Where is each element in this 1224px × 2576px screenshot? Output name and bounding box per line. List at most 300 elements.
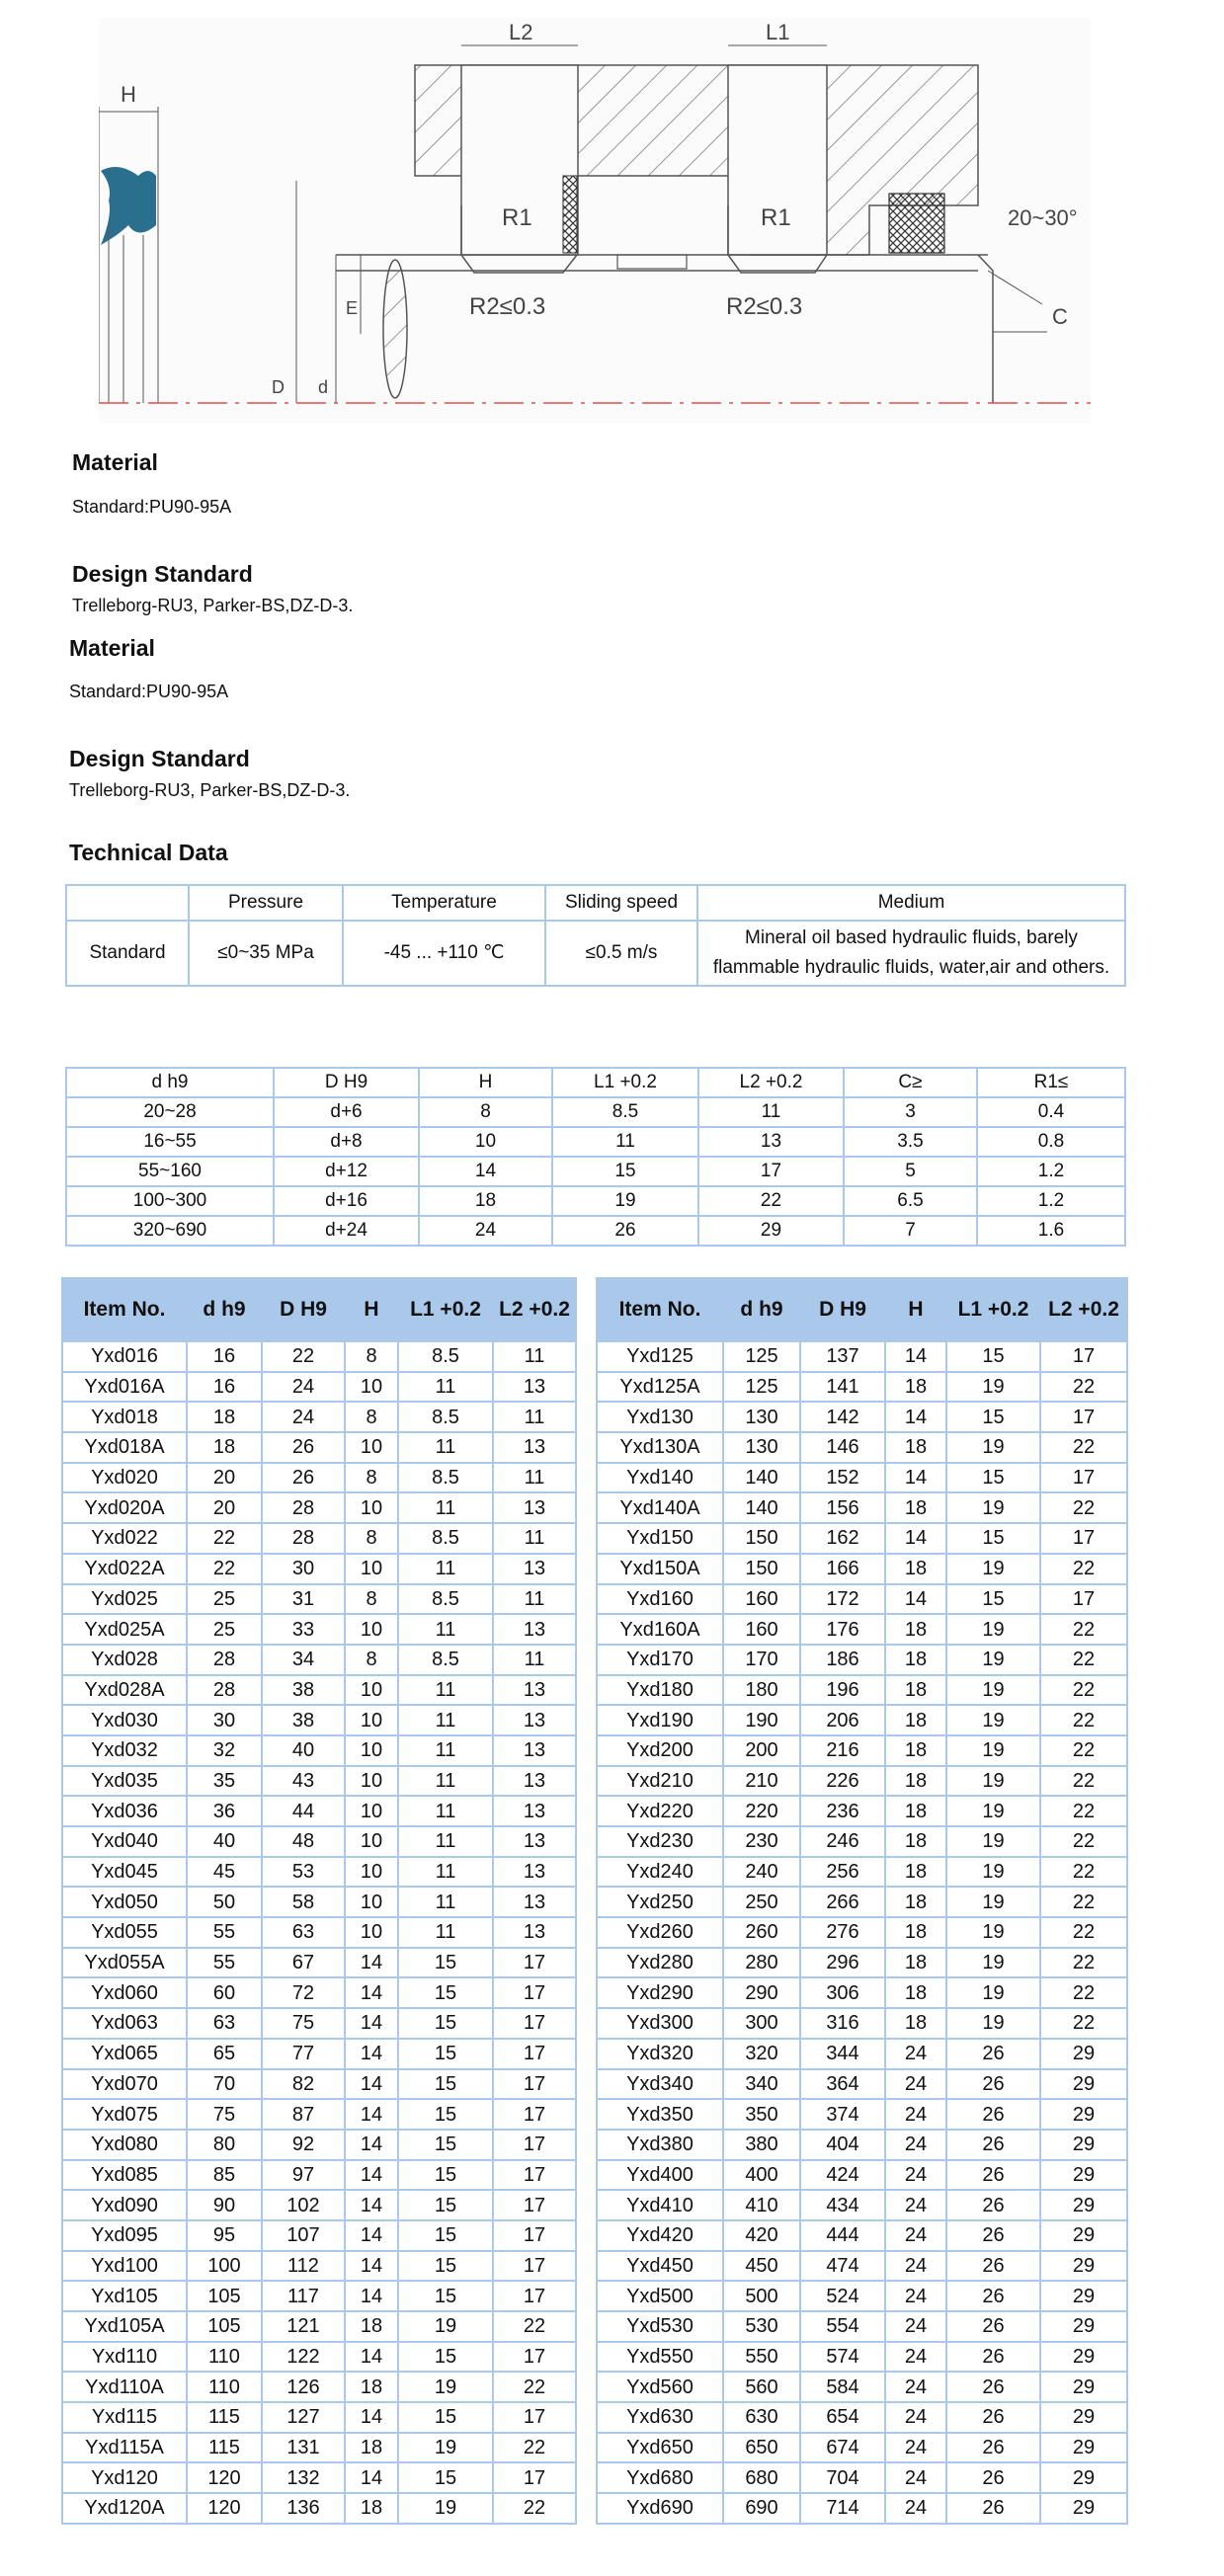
table-cell: 17 <box>698 1157 844 1186</box>
table-cell: 10 <box>345 1432 398 1463</box>
table-cell: Yxd400 <box>597 2160 723 2191</box>
table-cell: 19 <box>398 2372 493 2402</box>
table-cell: 296 <box>800 1948 885 1978</box>
section-heading-design-standard-2: Design Standard <box>69 746 250 771</box>
section-heading-material-2: Material <box>69 635 155 661</box>
table-cell: 107 <box>262 2220 345 2251</box>
table-cell: 13 <box>493 1826 576 1857</box>
table-cell: Yxd150 <box>597 1523 723 1554</box>
table-cell: 374 <box>800 2099 885 2130</box>
table-cell: Yxd200 <box>597 1735 723 1766</box>
table-cell: 72 <box>262 1977 345 2008</box>
table-row <box>597 1766 1127 1797</box>
table-cell: 63 <box>262 1917 345 1948</box>
table-cell: 162 <box>800 1523 885 1554</box>
table-cell: Yxd140 <box>597 1463 723 1493</box>
table-cell: 55 <box>187 1917 262 1948</box>
table-cell: Yxd025 <box>62 1584 187 1615</box>
table-cell: 17 <box>493 2039 576 2069</box>
table-cell: Yxd032 <box>62 1735 187 1766</box>
table-cell: 18 <box>885 1614 946 1645</box>
table-row <box>66 1186 1125 1216</box>
table-header-cell: Item No. <box>597 1278 723 1341</box>
table-cell: 18 <box>885 1705 946 1735</box>
table-cell: 60 <box>187 1977 262 2008</box>
table-cell: 105 <box>187 2281 262 2311</box>
table-cell: 24 <box>419 1216 552 1246</box>
table-cell: Yxd115A <box>62 2433 187 2463</box>
table-row <box>62 1584 576 1615</box>
table-cell: 11 <box>398 1432 493 1463</box>
table-cell: Yxd016 <box>62 1341 187 1372</box>
label-dd: D <box>272 377 285 397</box>
table-cell: 11 <box>493 1645 576 1675</box>
table-cell: 17 <box>493 2099 576 2130</box>
table-cell: 152 <box>800 1463 885 1493</box>
table-cell: 256 <box>800 1857 885 1888</box>
table-row <box>62 2190 576 2220</box>
table-cell: Yxd030 <box>62 1705 187 1735</box>
table-cell: 290 <box>723 1977 800 2008</box>
table-cell: 13 <box>493 1675 576 1706</box>
table-row <box>62 1977 576 2008</box>
table-cell: 15 <box>398 2069 493 2100</box>
table-row <box>62 2462 576 2493</box>
table-cell: 122 <box>262 2342 345 2373</box>
table-row <box>597 1796 1127 1826</box>
table-cell: 276 <box>800 1917 885 1948</box>
table-cell: 14 <box>345 2462 398 2493</box>
table-cell: 24 <box>885 2099 946 2130</box>
groove-diagram <box>99 18 1091 423</box>
section-heading-technical-data: Technical Data <box>69 840 228 865</box>
table-cell: 11 <box>493 1584 576 1615</box>
table-cell: 15 <box>946 1523 1040 1554</box>
table-cell: 22 <box>1040 1796 1127 1826</box>
table-cell: 11 <box>698 1097 844 1127</box>
table-cell: 18 <box>187 1432 262 1463</box>
table-cell: 22 <box>1040 1826 1127 1857</box>
table-cell: 22 <box>493 2433 576 2463</box>
table-cell: 14 <box>885 1584 946 1615</box>
table-cell: 10 <box>345 1554 398 1584</box>
table-cell: Yxd350 <box>597 2099 723 2130</box>
table-cell: 17 <box>493 1977 576 2008</box>
table-cell: 22 <box>1040 1645 1127 1675</box>
table-cell: 630 <box>723 2402 800 2433</box>
table-row <box>597 1463 1127 1493</box>
table-cell: 8.5 <box>398 1341 493 1372</box>
table-cell: 102 <box>262 2190 345 2220</box>
table-cell: Yxd025A <box>62 1614 187 1645</box>
table-cell: 19 <box>946 1492 1040 1523</box>
table-cell: 26 <box>552 1216 698 1246</box>
table-cell: 22 <box>1040 1857 1127 1888</box>
table-header-cell: H <box>885 1278 946 1341</box>
table-cell: 8.5 <box>398 1523 493 1554</box>
table-header-cell: H <box>419 1068 552 1097</box>
table-row <box>597 1675 1127 1706</box>
table-cell: Mineral oil based hydraulic fluids, barely flammable hydraulic fluids, water,air and others. <box>697 921 1125 986</box>
table-cell: 110 <box>187 2372 262 2402</box>
table-cell: d+8 <box>274 1127 419 1157</box>
table-cell: Yxd105A <box>62 2311 187 2342</box>
table-cell: 17 <box>493 2160 576 2191</box>
table-row <box>66 921 1125 986</box>
table-cell: 176 <box>800 1614 885 1645</box>
table-cell: 17 <box>493 2220 576 2251</box>
table-row <box>62 2130 576 2160</box>
table-row <box>597 1917 1127 1948</box>
table-cell: Yxd035 <box>62 1766 187 1797</box>
table-cell: Yxd420 <box>597 2220 723 2251</box>
table-cell: 680 <box>723 2462 800 2493</box>
table-cell: 10 <box>345 1372 398 1403</box>
table-cell: 131 <box>262 2433 345 2463</box>
table-cell: 22 <box>493 2372 576 2402</box>
table-cell: 19 <box>946 1857 1040 1888</box>
table-cell: 3.5 <box>844 1127 977 1157</box>
table-cell: ≤0~35 MPa <box>189 921 343 986</box>
table-cell: 136 <box>262 2493 345 2524</box>
table-cell: 30 <box>187 1705 262 1735</box>
table-cell: 690 <box>723 2493 800 2524</box>
table-cell: 19 <box>946 1977 1040 2008</box>
table-cell: 26 <box>262 1432 345 1463</box>
table-cell: Yxd550 <box>597 2342 723 2373</box>
table-cell: 13 <box>493 1492 576 1523</box>
table-cell: Yxd110A <box>62 2372 187 2402</box>
table-cell: 18 <box>885 1948 946 1978</box>
table-cell: 120 <box>187 2493 262 2524</box>
table-cell: 22 <box>1040 1766 1127 1797</box>
table-header-cell: d h9 <box>66 1068 274 1097</box>
table-row <box>62 1614 576 1645</box>
table-cell: 18 <box>885 1554 946 1584</box>
table-cell: 172 <box>800 1584 885 1615</box>
table-cell: 26 <box>946 2039 1040 2069</box>
table-row <box>62 2311 576 2342</box>
table-cell: 444 <box>800 2220 885 2251</box>
table-row <box>597 1948 1127 1978</box>
table-cell: 38 <box>262 1675 345 1706</box>
table-cell: 11 <box>493 1341 576 1372</box>
table-cell: 17 <box>493 2190 576 2220</box>
table-cell: 364 <box>800 2069 885 2100</box>
table-cell: Yxd022A <box>62 1554 187 1584</box>
table-cell: 704 <box>800 2462 885 2493</box>
label-l2: L2 <box>509 20 533 44</box>
table-cell: 24 <box>885 2311 946 2342</box>
table-row <box>62 1857 576 1888</box>
table-cell: 26 <box>946 2281 1040 2311</box>
table-cell: 11 <box>398 1372 493 1403</box>
label-d: d <box>318 377 329 397</box>
table-cell: 30 <box>262 1554 345 1584</box>
section-text-material: Standard:PU90-95A <box>72 497 232 517</box>
table-row <box>62 2251 576 2282</box>
table-cell: 28 <box>187 1645 262 1675</box>
table-row <box>62 2402 576 2433</box>
table-cell: 26 <box>946 2372 1040 2402</box>
table-cell: Yxd016A <box>62 1372 187 1403</box>
table-row <box>597 1492 1127 1523</box>
table-row <box>597 2311 1127 2342</box>
table-cell: 19 <box>946 1645 1040 1675</box>
table-cell: 200 <box>723 1735 800 1766</box>
table-cell: 11 <box>493 1463 576 1493</box>
table-cell: 15 <box>946 1402 1040 1432</box>
table-cell: 206 <box>800 1705 885 1735</box>
table-cell: 216 <box>800 1735 885 1766</box>
table-row <box>597 1584 1127 1615</box>
table-cell: 11 <box>398 1492 493 1523</box>
table-cell: 15 <box>398 2402 493 2433</box>
table-cell: Yxd063 <box>62 2008 187 2039</box>
table-cell: 8 <box>345 1523 398 1554</box>
table-row <box>62 1492 576 1523</box>
table-cell: 26 <box>946 2220 1040 2251</box>
table-cell: Yxd040 <box>62 1826 187 1857</box>
table-cell: 1.6 <box>977 1216 1125 1246</box>
table-cell: Yxd500 <box>597 2281 723 2311</box>
table-cell: 13 <box>493 1614 576 1645</box>
table-cell: Yxd075 <box>62 2099 187 2130</box>
table-cell: Yxd380 <box>597 2130 723 2160</box>
table-row <box>597 2220 1127 2251</box>
table-cell: 15 <box>398 2099 493 2130</box>
table-cell: 14 <box>885 1341 946 1372</box>
table-cell: 19 <box>946 1948 1040 1978</box>
table-cell: 17 <box>493 2281 576 2311</box>
table-row <box>62 1766 576 1797</box>
table-row <box>597 2069 1127 2100</box>
table-cell: 33 <box>262 1614 345 1645</box>
table-row <box>597 1554 1127 1584</box>
table-cell: 18 <box>345 2493 398 2524</box>
table-row <box>62 1463 576 1493</box>
table-cell: Yxd125 <box>597 1341 723 1372</box>
table-cell: 230 <box>723 1826 800 1857</box>
table-cell: Yxd160 <box>597 1584 723 1615</box>
table-cell: Yxd100 <box>62 2251 187 2282</box>
table-cell: 236 <box>800 1796 885 1826</box>
table-cell: 8.5 <box>398 1584 493 1615</box>
seal-technical-drawing <box>99 18 1091 423</box>
table-cell: 100~300 <box>66 1186 274 1216</box>
table-cell: Yxd065 <box>62 2039 187 2069</box>
table-header-row <box>66 1068 1125 1097</box>
table-cell: 20 <box>187 1463 262 1493</box>
table-cell: 226 <box>800 1766 885 1797</box>
table-cell: Yxd280 <box>597 1948 723 1978</box>
table-cell: 14 <box>345 2130 398 2160</box>
table-cell: 18 <box>885 1372 946 1403</box>
table-cell: Yxd130A <box>597 1432 723 1463</box>
table-cell: 29 <box>1040 2251 1127 2282</box>
table-cell: 8 <box>345 1402 398 1432</box>
table-cell: 434 <box>800 2190 885 2220</box>
label-h: H <box>121 82 136 107</box>
table-row <box>597 2190 1127 2220</box>
table-row <box>62 2099 576 2130</box>
table-cell: 43 <box>262 1766 345 1797</box>
table-cell: 26 <box>946 2402 1040 2433</box>
table-cell: 24 <box>885 2402 946 2433</box>
table-cell: 29 <box>1040 2039 1127 2069</box>
table-cell: 87 <box>262 2099 345 2130</box>
table-row <box>597 1826 1127 1857</box>
table-row <box>597 1372 1127 1403</box>
table-cell: 29 <box>698 1216 844 1246</box>
table-row <box>597 2281 1127 2311</box>
table-header-cell: Pressure <box>189 885 343 921</box>
table-cell: 18 <box>885 1796 946 1826</box>
table-header-cell: Item No. <box>62 1278 187 1341</box>
table-cell: 126 <box>262 2372 345 2402</box>
table-cell: 156 <box>800 1492 885 1523</box>
table-cell: 18 <box>345 2372 398 2402</box>
table-cell: Yxd530 <box>597 2311 723 2342</box>
table-cell: 13 <box>493 1917 576 1948</box>
table-cell: 25 <box>187 1584 262 1615</box>
table-cell: Yxd090 <box>62 2190 187 2220</box>
table-cell: 17 <box>493 2008 576 2039</box>
table-row <box>597 1977 1127 2008</box>
table-row <box>597 2402 1127 2433</box>
table-cell: 17 <box>493 2342 576 2373</box>
table-header-row <box>66 885 1125 921</box>
table-cell: d+16 <box>274 1186 419 1216</box>
table-cell: 306 <box>800 1977 885 2008</box>
table-cell: 11 <box>493 1402 576 1432</box>
table-header-cell: d h9 <box>723 1278 800 1341</box>
table-cell: 180 <box>723 1675 800 1706</box>
table-cell: Yxd130 <box>597 1402 723 1432</box>
table-cell: Yxd160A <box>597 1614 723 1645</box>
table-cell: Yxd105 <box>62 2281 187 2311</box>
table-cell: 19 <box>946 1614 1040 1645</box>
table-cell: 420 <box>723 2220 800 2251</box>
table-cell: 14 <box>885 1402 946 1432</box>
table-cell: 17 <box>493 2251 576 2282</box>
table-cell: 140 <box>723 1492 800 1523</box>
table-cell: 19 <box>946 1917 1040 1948</box>
table-cell: 5 <box>844 1157 977 1186</box>
table-cell: 26 <box>946 2493 1040 2524</box>
table-cell: 10 <box>345 1826 398 1857</box>
table-cell: 22 <box>262 1341 345 1372</box>
table-cell: 3 <box>844 1097 977 1127</box>
table-row <box>597 1645 1127 1675</box>
table-cell: Yxd036 <box>62 1796 187 1826</box>
table-cell: Yxd150A <box>597 1554 723 1584</box>
table-cell: 14 <box>345 2190 398 2220</box>
table-cell: 0.4 <box>977 1097 1125 1127</box>
table-cell: 11 <box>493 1523 576 1554</box>
table-cell: 34 <box>262 1645 345 1675</box>
table-cell: 160 <box>723 1584 800 1615</box>
table-header-cell: L2 +0.2 <box>1040 1278 1127 1341</box>
table-cell: 14 <box>345 2039 398 2069</box>
table-cell: 77 <box>262 2039 345 2069</box>
table-cell: 35 <box>187 1766 262 1797</box>
section-text-design-standard: Trelleborg-RU3, Parker-BS,DZ-D-3. <box>72 596 354 615</box>
table-cell: 29 <box>1040 2342 1127 2373</box>
table-cell: 11 <box>398 1705 493 1735</box>
table-cell: 15 <box>398 2190 493 2220</box>
table-cell: 500 <box>723 2281 800 2311</box>
table-cell: 36 <box>187 1796 262 1826</box>
table-cell: 186 <box>800 1645 885 1675</box>
table-cell: Yxd180 <box>597 1675 723 1706</box>
table-header-cell: Sliding speed <box>545 885 697 921</box>
table-cell: 150 <box>723 1554 800 1584</box>
table-cell: 10 <box>345 1917 398 1948</box>
table-cell: 26 <box>262 1463 345 1493</box>
item-table-right <box>596 1277 1128 2525</box>
table-cell: 15 <box>398 2281 493 2311</box>
table-cell: 22 <box>187 1554 262 1584</box>
table-row <box>62 1948 576 1978</box>
table-cell: 13 <box>698 1127 844 1157</box>
table-row <box>62 2342 576 2373</box>
table-row <box>597 2372 1127 2402</box>
table-cell: 141 <box>800 1372 885 1403</box>
table-cell: 67 <box>262 1948 345 1978</box>
table-cell: 11 <box>398 1917 493 1948</box>
table-row <box>66 1127 1125 1157</box>
table-cell: 24 <box>262 1402 345 1432</box>
table-cell: 15 <box>398 2130 493 2160</box>
table-cell: 554 <box>800 2311 885 2342</box>
table-cell: 22 <box>1040 1675 1127 1706</box>
table-cell: 130 <box>723 1402 800 1432</box>
table-cell: 246 <box>800 1826 885 1857</box>
table-cell: 13 <box>493 1705 576 1735</box>
table-cell: 11 <box>398 1614 493 1645</box>
table-cell: 18 <box>885 2008 946 2039</box>
table-row <box>62 1432 576 1463</box>
table-cell: 14 <box>419 1157 552 1186</box>
label-r2-right: R2≤0.3 <box>726 293 803 320</box>
table-row <box>597 2099 1127 2130</box>
table-header-cell: D H9 <box>274 1068 419 1097</box>
table-cell: 240 <box>723 1857 800 1888</box>
table-cell: 14 <box>345 2342 398 2373</box>
table-cell: 20 <box>187 1492 262 1523</box>
table-cell: 22 <box>1040 1492 1127 1523</box>
table-cell: 17 <box>1040 1463 1127 1493</box>
table-cell: 166 <box>800 1554 885 1584</box>
table-cell: 13 <box>493 1796 576 1826</box>
table-cell: 25 <box>187 1614 262 1645</box>
table-cell: 404 <box>800 2130 885 2160</box>
table-cell: 15 <box>398 2220 493 2251</box>
table-cell: 574 <box>800 2342 885 2373</box>
table-cell: Yxd028A <box>62 1675 187 1706</box>
table-cell: 29 <box>1040 2220 1127 2251</box>
table-cell: 18 <box>885 1432 946 1463</box>
table-cell: 22 <box>187 1523 262 1554</box>
table-header-cell: Medium <box>697 885 1125 921</box>
table-cell: 17 <box>493 1948 576 1978</box>
table-header-row <box>62 1278 576 1341</box>
table-cell: 10 <box>345 1705 398 1735</box>
table-cell: 13 <box>493 1554 576 1584</box>
table-cell: Yxd410 <box>597 2190 723 2220</box>
table-header-cell: D H9 <box>262 1278 345 1341</box>
